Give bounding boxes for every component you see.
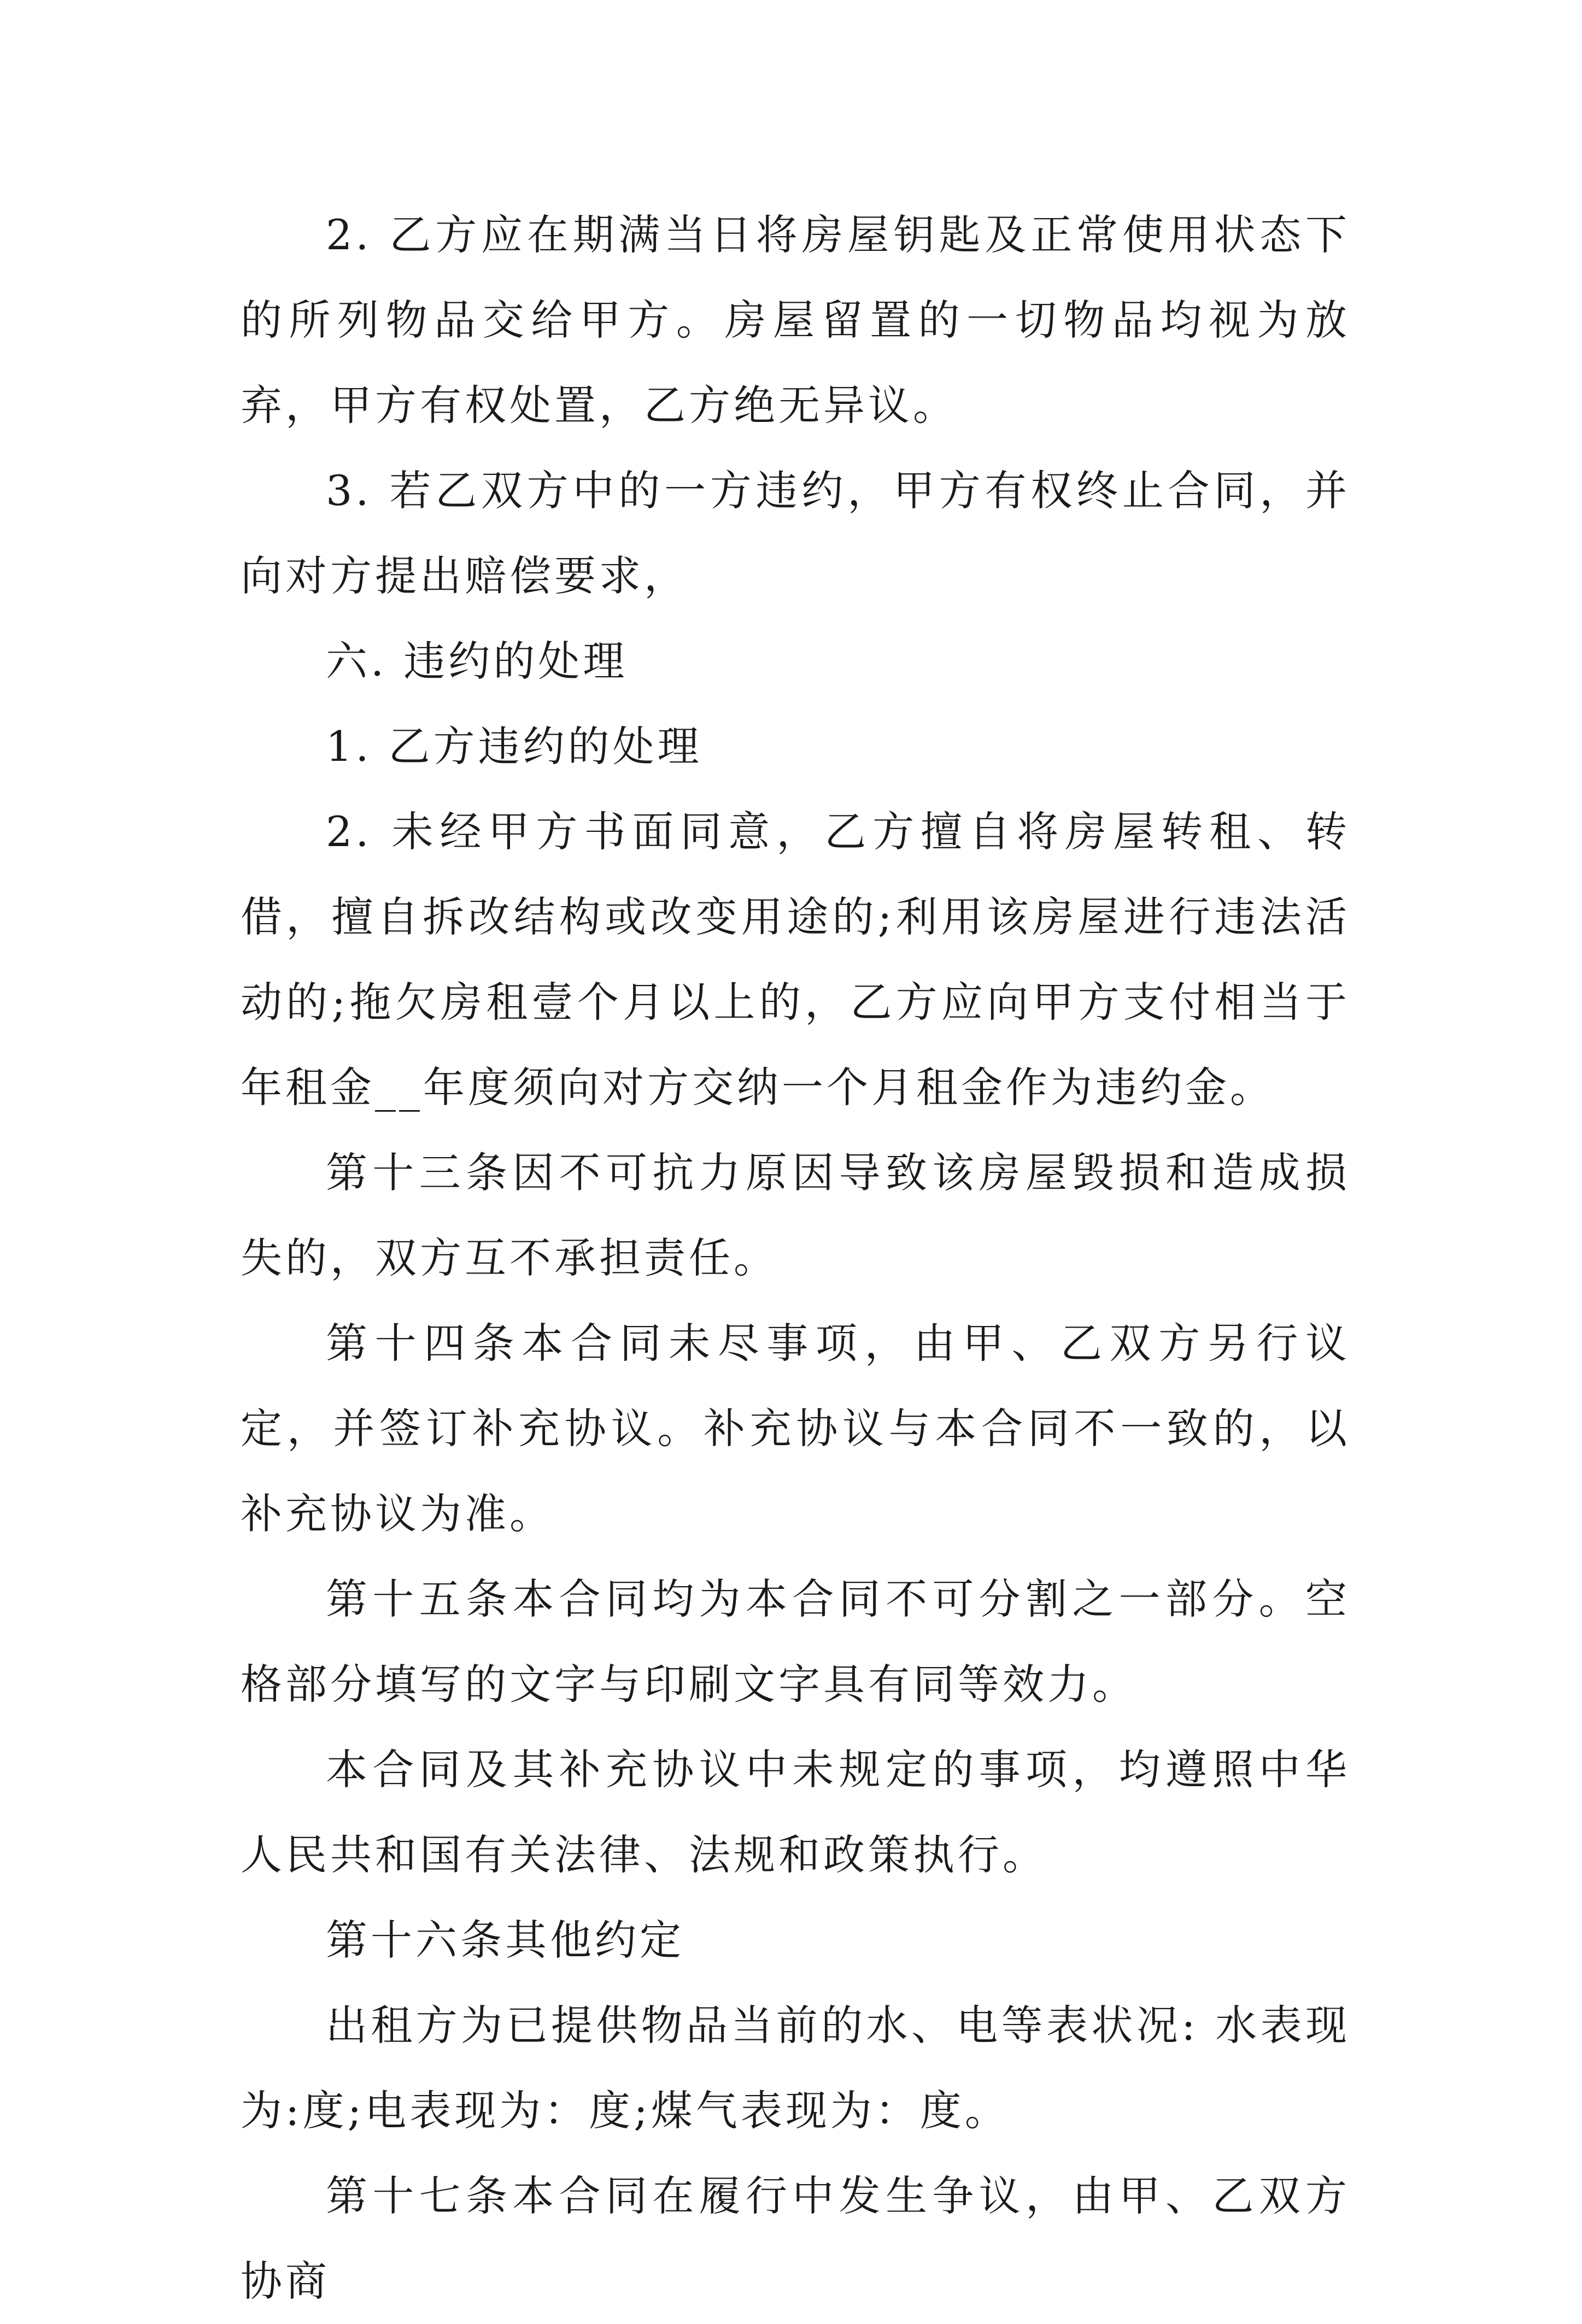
article-15: 第十五条本合同均为本合同不可分割之一部分。空格部分填写的文字与印刷文字具有同等效力。 [241, 1575, 1350, 1709]
article-13: 第十三条因不可抗力原因导致该房屋毁损和造成损失的，双方互不承担责任。 [241, 1148, 1350, 1282]
article-17: 第十七条本合同在履行中发生争议，由甲、乙双方协商 [241, 2172, 1350, 2305]
document-body [241, 192, 1350, 2324]
paragraph-unauthorized-sublet: 2. 未经甲方书面同意，乙方擅自将房屋转租、转借，擅自拆改结构或改变用途的;利用该房屋进行违法活动的;拖欠房租壹个月以上的，乙方应向甲方支付相当于年租金__年度须向对方交纳一个月租金作为违约金。 [241, 807, 1350, 1112]
section-heading-breach-handling: 六. 违约的处理 [326, 637, 628, 685]
paragraph-applicable-law: 本合同及其补充协议中未规定的事项，均遵照中华人民共和国有关法律、法规和政策执行。 [241, 1745, 1350, 1879]
paragraph-tenant-breach: 1. 乙方违约的处理 [326, 722, 702, 771]
paragraph-return-keys: 2. 乙方应在期满当日将房屋钥匙及正常使用状态下的所列物品交给甲方。房屋留置的一切物品均视为放弃，甲方有权处置，乙方绝无异议。 [241, 210, 1350, 430]
paragraph-meter-readings: 出租方为已提供物品当前的水、电等表状况: 水表现为:度;电表现为：度;煤气表现为：度。 [241, 2001, 1350, 2135]
article-14: 第十四条本合同未尽事项，由甲、乙双方另行议定，并签订补充协议。补充协议与本合同不一致的，以补充协议为准。 [241, 1319, 1350, 1538]
paragraph-breach-termination: 3. 若乙双方中的一方违约，甲方有权终止合同，并向对方提出赔偿要求， [241, 466, 1350, 600]
article-16-heading: 第十六条其他约定 [326, 1916, 684, 1964]
